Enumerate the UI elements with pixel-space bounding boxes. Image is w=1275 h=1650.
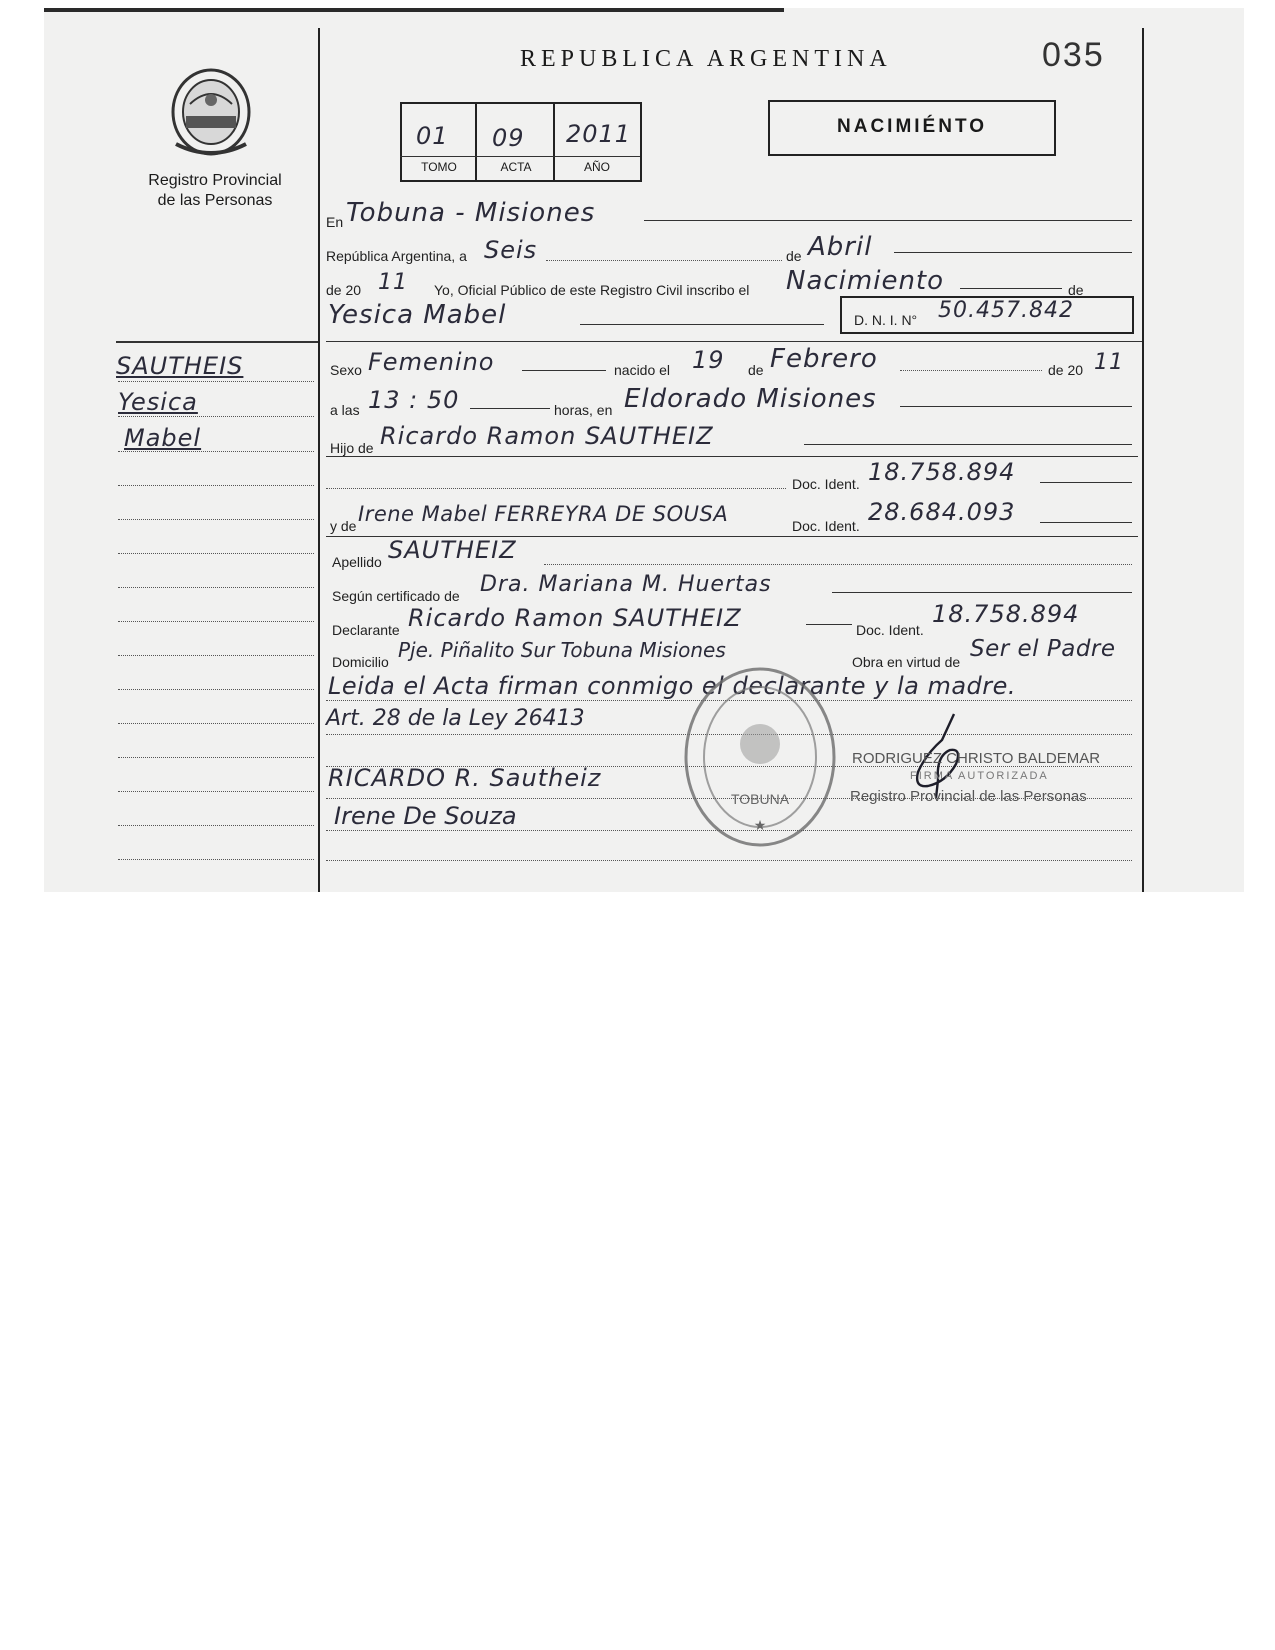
fill-line: [900, 370, 1042, 371]
acta-label: ACTA: [500, 160, 532, 174]
tomo-value: 01: [416, 122, 449, 150]
fill-line: [900, 406, 1132, 407]
declarante-label: Declarante: [332, 622, 400, 638]
dia-value: Seis: [484, 236, 538, 264]
nac-de-label: de: [748, 362, 764, 378]
margin-divider-right: [1142, 28, 1144, 892]
margin-dotted-line: [118, 655, 314, 656]
apellido-value: SAUTHEIZ: [388, 536, 517, 564]
madre-doc-value: 28.684.093: [868, 498, 1016, 526]
fill-line: [326, 860, 1132, 861]
fill-line: [326, 488, 786, 489]
registry-name-line2: de las Personas: [157, 192, 273, 209]
alas-label: a las: [330, 402, 360, 418]
margin-name1: Yesica: [118, 388, 198, 416]
nac-anio-value: 11: [1094, 350, 1124, 375]
margin-surname: SAUTHEIS: [116, 352, 244, 380]
registry-stamp-icon: [680, 662, 840, 852]
section-rule: [326, 341, 1142, 342]
horas-label: horas, en: [554, 402, 613, 418]
official-office: Registro Provincial de las Personas: [850, 788, 1087, 805]
misiones-seal-icon: [166, 66, 256, 162]
fill-line: [326, 830, 1132, 831]
margin-dotted-line: [118, 553, 314, 554]
margin-dotted-line: [118, 587, 314, 588]
margin-divider-left: [318, 28, 320, 892]
certificado-value: Dra. Mariana M. Huertas: [480, 572, 772, 597]
registry-name-line1: Registro Provincial: [148, 172, 282, 189]
fill-line: [1040, 482, 1132, 483]
anio-label: AÑO: [583, 160, 610, 174]
margin-dotted-line: [118, 381, 314, 382]
nota2-value: Art. 28 de la Ley 26413: [326, 706, 585, 731]
margin-dotted-line: [118, 621, 314, 622]
de-label: de: [786, 248, 802, 264]
doc-label-3: Doc. Ident.: [856, 622, 924, 638]
nacido-label: nacido el: [614, 362, 671, 378]
fill-line: [832, 592, 1132, 593]
record-type: NACIMIÉNTO: [837, 116, 987, 137]
anio-suffix-value: 11: [378, 270, 408, 295]
fill-line: [894, 252, 1132, 253]
firma-madre: Irene De Souza: [334, 802, 517, 830]
firma-declarante: RICARDO R. Sautheiz: [328, 764, 602, 792]
birth-certificate-scan: [44, 8, 1244, 892]
padre-value: Ricardo Ramon SAUTHEIZ: [380, 422, 714, 450]
fill-line: [960, 288, 1062, 289]
margin-dotted-line: [118, 689, 314, 690]
anio-value: 2011: [566, 120, 632, 148]
declarante-doc-value: 18.758.894: [932, 600, 1080, 628]
fill-line: [644, 220, 1132, 221]
sexo-value: Femenino: [368, 348, 495, 376]
domicilio-value: Pje. Piñalito Sur Tobuna Misiones: [398, 638, 726, 662]
nombre-value: Yesica Mabel: [328, 300, 507, 330]
obra-value: Ser el Padre: [970, 636, 1116, 662]
acta-value: 09: [492, 124, 525, 152]
margin-dotted-line: [118, 825, 314, 826]
de-label-2: de: [1068, 282, 1084, 298]
lugar-nac-value: Eldorado Misiones: [624, 384, 877, 414]
official-role: FIRMA AUTORIZADA: [910, 770, 1049, 782]
madre-value: Irene Mabel FERREYRA DE SOUSA: [358, 502, 729, 526]
doc-label: Doc. Ident.: [792, 476, 860, 492]
record-ref-rule: [400, 156, 640, 157]
section-rule: [326, 456, 1138, 457]
margin-dotted-line: [118, 485, 314, 486]
country-title: REPUBLICA ARGENTINA: [520, 46, 892, 72]
lugar-value: Tobuna - Misiones: [346, 198, 596, 228]
hijo-label: Hijo de: [330, 440, 374, 456]
margin-dotted-line: [118, 859, 314, 860]
obra-label: Obra en virtud de: [852, 654, 961, 670]
hora-value: 13 : 50: [368, 386, 460, 414]
doc-label-2: Doc. Ident.: [792, 518, 860, 534]
fill-line: [806, 624, 852, 625]
nac-mes-value: Febrero: [770, 344, 878, 374]
de20-label: de 20: [326, 282, 362, 298]
dni-value: 50.457.842: [938, 298, 1074, 323]
mes-value: Abril: [808, 232, 873, 262]
stamp-text: TOBUNA: [730, 791, 790, 807]
fill-line: [804, 444, 1132, 445]
svg-text:★: ★: [753, 817, 767, 833]
apellido-label: Apellido: [332, 554, 382, 570]
nota1-value: Leida el Acta firman conmigo el declarante y la madre.: [328, 672, 1017, 700]
fill-line: [544, 564, 1132, 565]
oficial-label: Yo, Oficial Público de este Registro Civil inscribo el: [434, 282, 750, 298]
folio-number: 035: [1042, 36, 1105, 74]
margin-name2: Mabel: [124, 424, 202, 452]
declarante-value: Ricardo Ramon SAUTHEIZ: [408, 604, 742, 632]
fill-line: [522, 370, 606, 371]
domicilio-label: Domicilio: [332, 654, 389, 670]
sexo-label: Sexo: [330, 362, 362, 378]
fill-line: [470, 408, 550, 409]
certificado-label: Según certificado de: [332, 588, 460, 604]
en-label: En: [326, 214, 344, 230]
margin-dotted-line: [118, 451, 314, 452]
margin-dotted-line: [118, 519, 314, 520]
fill-line: [546, 260, 782, 261]
republica-label: República Argentina, a: [326, 248, 467, 264]
margin-dotted-line: [118, 723, 314, 724]
fill-line: [580, 324, 824, 325]
padre-doc-value: 18.758.894: [868, 458, 1016, 486]
nac-de20-label: de 20: [1048, 362, 1084, 378]
nac-dia-value: 19: [692, 346, 725, 374]
margin-top-rule: [116, 341, 318, 343]
page-top-edge: [44, 8, 784, 12]
fill-line: [1040, 522, 1132, 523]
acto-value: Nacimiento: [786, 266, 945, 296]
tomo-label: TOMO: [421, 160, 457, 174]
official-name: RODRIGUEZ CHRISTO BALDEMAR: [852, 750, 1101, 767]
margin-dotted-line: [118, 757, 314, 758]
margin-dotted-line: [118, 791, 314, 792]
dni-label: D. N. I. N°: [854, 312, 918, 328]
margin-dotted-line: [118, 416, 314, 417]
ydela-label: y de: [330, 518, 357, 534]
